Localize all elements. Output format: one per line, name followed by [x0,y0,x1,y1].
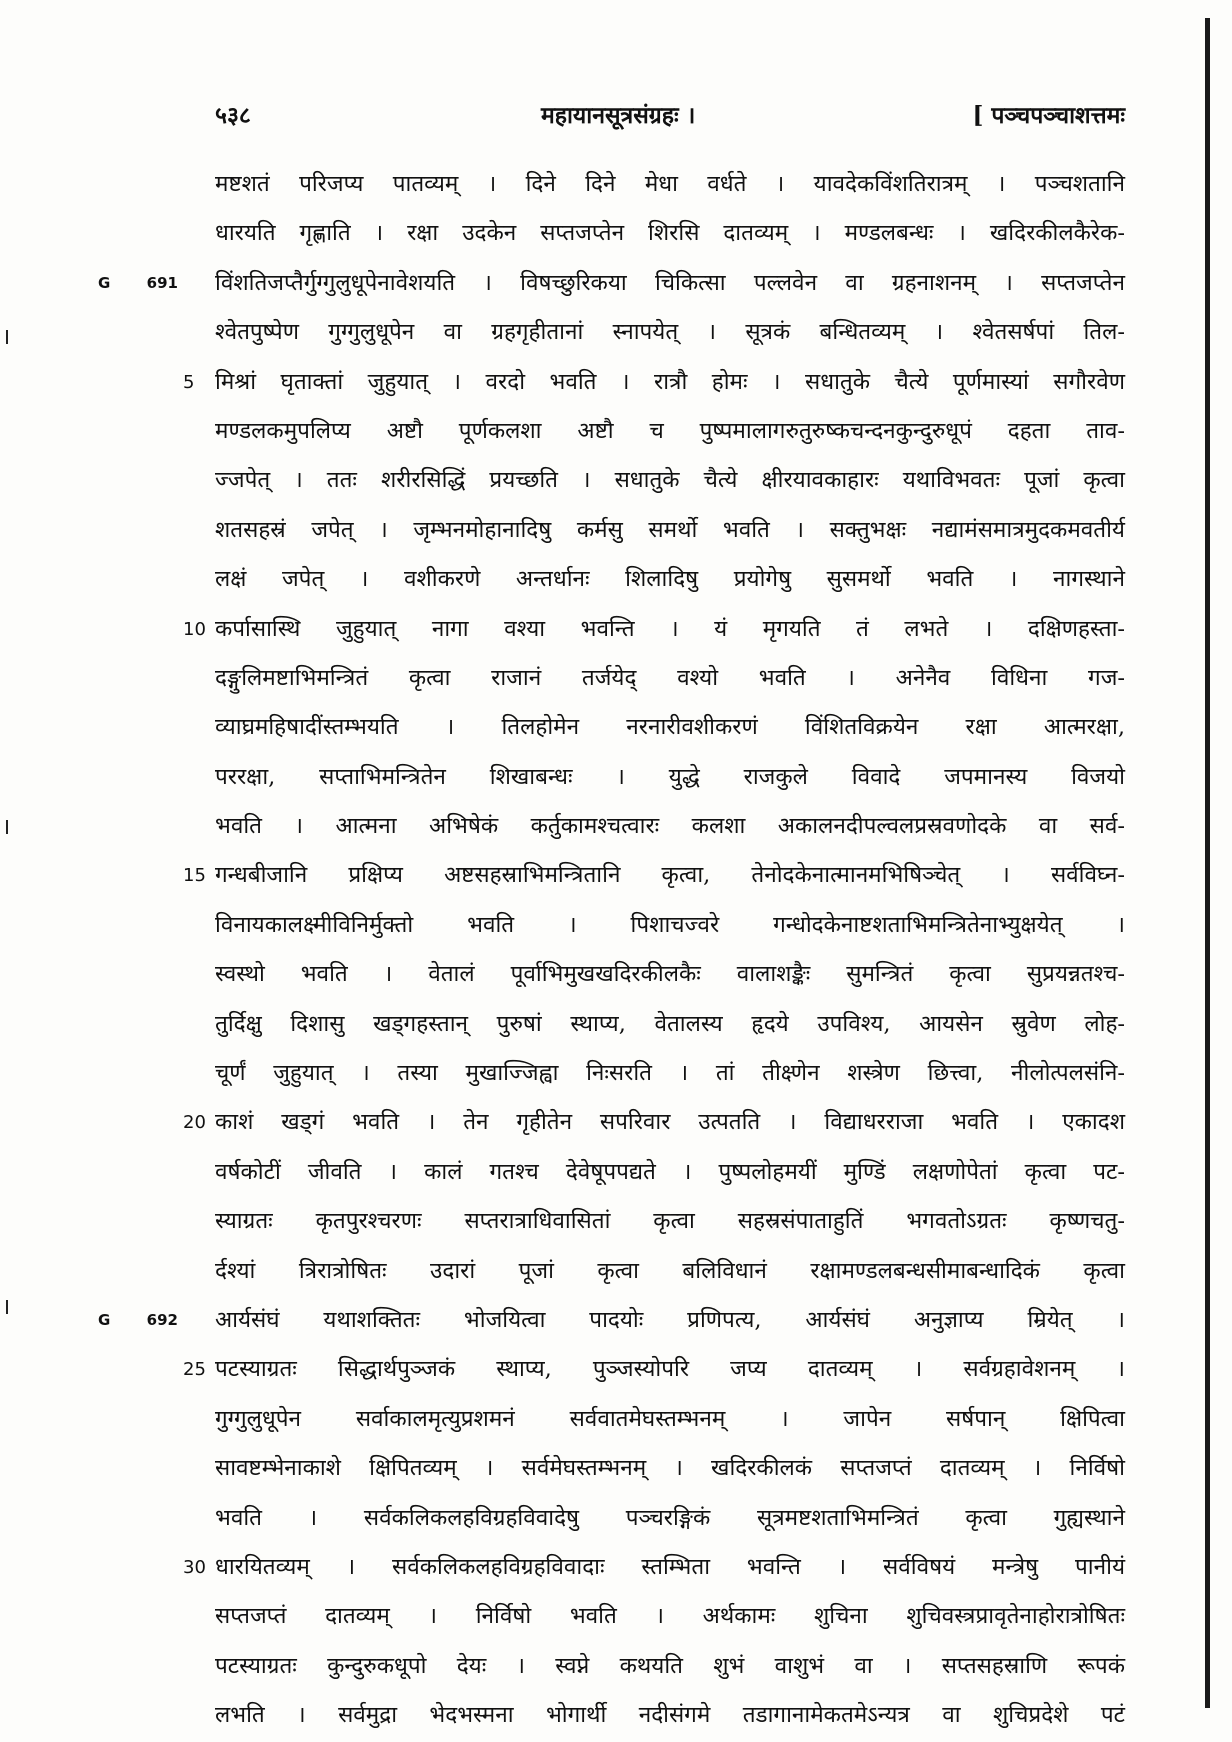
line-text: र्दश्यां त्रिरात्रोषितः उदारां पूजां कृत्वा बलिविधानं रक्षामण्डलबन्धसीमाबन्धादिकं कृत्वा [215,1257,1125,1284]
text-line [215,753,1125,802]
binding-edge-line [1205,18,1210,1708]
text-line [215,1000,1125,1049]
line-text: पररक्षा, सप्ताभिमन्त्रितेन शिखाबन्धः । युद्धे राजकुले विवादे जपमानस्य विजयो [215,763,1125,790]
text-line [215,456,1125,505]
text-line [215,1642,1125,1691]
text-line [215,407,1125,456]
line-text: काशं खड्गं भवति । तेन गृहीतेन सपरिवार उत्पतति । विद्याधरराजा भवति । एकादश [215,1109,1125,1136]
line-text: ज्जपेत् । ततः शरीरसिद्धिं प्रयच्छति । सधातुके चैत्ये क्षीरयावकाहारः यथाविभवतः पूजां कृत्वा [215,467,1125,494]
line-text: वर्षकोटीं जीवति । कालं गतश्च देवेषूपपद्यते । पुष्पलोहमयीं मुण्डिं लक्षणोपेतां कृत्वा पट- [215,1158,1125,1185]
text-line [215,308,1125,357]
line-text: लक्षं जपेत् । वशीकरणे अन्तर्धानः शिलादिषु प्रयोगेषु सुसमर्थो भवति । नागस्थाने [215,566,1125,593]
text-line [98,1296,1125,1345]
line-text: मष्टशतं परिजप्य पातव्यम् । दिने दिने मेधा वर्धते । यावदेकविंशतिरात्रम् । पञ्चशतानि [215,171,1125,197]
text-line [215,555,1125,604]
line-text: स्वस्थो भवति । वेतालं पूर्वाभिमुखखदिरकीलकैः वालाशङ्कैः सुमन्त्रितं कृत्वा सुप्रयन्नतश्च- [215,961,1125,988]
text-line [215,1494,1125,1543]
text-line [215,1592,1125,1641]
line-text: तुर्दिक्षु दिशासु खड्गहस्तान् पुरुषां स्थाप्य, वेतालस्य हृदये उपविश्य, आयसेन स्रुवेण लोह- [215,1010,1125,1037]
text-line [215,1049,1125,1098]
text-line [215,160,1125,209]
text-line [215,506,1125,555]
line-text: भवति । सर्वकलिकलहविग्रहविवादेषु पञ्चरङ्गिकं सूत्रमष्टशताभिमन्त्रितं कृत्वा गुह्यस्थाने [215,1504,1125,1531]
margin-tick-mark [6,1300,8,1314]
text-line [215,1197,1125,1246]
line-number: 25 [183,1359,206,1381]
line-text: मिश्रां घृताक्तां जुहुयात् । वरदो भवति । रात्रौ होमः । सधातुके चैत्ये पूर्णमास्यां सगौरवेण [215,368,1125,395]
line-text: पटस्याग्रतः सिद्धार्थपुञ्जकं स्थाप्य, पुञ्जस्योपरि जप्य दातव्यम् । सर्वग्रहावेशनम् । [215,1356,1125,1383]
body-text [98,160,1125,1741]
line-text: सप्तजप्तं दातव्यम् । निर्विषो भवति । अर्थकामः शुचिना शुचिवस्त्रप्रावृतेनाहोरात्रोषितः [215,1603,1125,1630]
margin-tick-mark [6,330,8,344]
line-text: शतसहस्रं जपेत् । जृम्भनमोहानादिषु कर्मसु समर्थो भवति । सक्तुभक्षः नद्यामंसमात्रमुदकमवतीर्य [215,516,1125,543]
text-line [215,654,1125,703]
line-number: 15 [183,865,206,887]
text-line [183,1543,1125,1592]
line-number: 30 [183,1556,206,1578]
text-line [183,358,1125,407]
text-line [215,1395,1125,1444]
text-line [215,1148,1125,1197]
margin-reference: G 691 [98,273,178,292]
line-number: 5 [183,371,195,393]
line-text: श्वेतपुष्पेण गुग्गुलुधूपेन वा ग्रहगृहीतानां स्नापयेत् । सूत्रकं बन्धितव्यम् । श्वेतसर्षपां तिल- [215,319,1125,346]
line-text: स्याग्रतः कृतपुरश्चरणः सप्तरात्राधिवासितां कृत्वा सहस्रसंपाताहुतिं भगवतोऽग्रतः कृष्णचतु- [215,1208,1125,1235]
line-text: धारयति गृह्णाति । रक्षा उदकेन सप्तजप्तेन शिरसि दातव्यम् । मण्डलबन्धः । खदिरकीलकैरेक- [215,220,1125,247]
line-text: भवति । आत्मना अभिषेकं कर्तुकामश्चत्वारः कलशा अकालनदीपल्वलप्रस्रवणोदके वा सर्व- [215,813,1125,840]
line-text: दङ्गुलिमष्टाभिमन्त्रितं कृत्वा राजानं तर्जयेद् वश्यो भवति । अनेनैव विधिना गज- [215,664,1125,691]
line-number: 20 [183,1112,206,1134]
line-text: मण्डलकमुपलिप्य अष्टौ पूर्णकलशा अष्टौ च पुष्पमालागरुतुरुष्कचन्दनकुन्दुरुधूपं दहता ताव- [215,417,1125,444]
line-text: धारयितव्यम् । सर्वकलिकलहविग्रहविवादाः स्तम्भिता भवन्ति । सर्वविषयं मन्त्रेषु पानीयं [215,1553,1125,1580]
line-text: सावष्टम्भेनाकाशे क्षिपितव्यम् । सर्वमेघस्तम्भनम् । खदिरकीलकं सप्तजप्तं दातव्यम् । निर्विषो [215,1455,1125,1482]
margin-reference: G 692 [98,1310,178,1329]
line-number: 10 [183,618,206,640]
text-line [98,259,1125,308]
text-line [215,1444,1125,1493]
chapter-heading: [ पञ्चपञ्चाशत्तमः [972,102,1125,129]
text-line [183,605,1125,654]
page-number: ५३८ [215,102,251,129]
line-text: गन्धबीजानि प्रक्षिप्य अष्टसहस्राभिमन्त्रितानि कृत्वा, तेनोदकेनात्मानमभिषिञ्चेत् । सर्वविघ्न- [215,862,1125,889]
text-line [215,703,1125,752]
line-text: व्याघ्रमहिषादींस्तम्भयति । तिलहोमेन नरनारीवशीकरणं विंशितविक्रयेन रक्षा आत्मरक्षा, [215,714,1125,741]
text-line [215,802,1125,851]
text-line [215,1691,1125,1740]
text-line [183,1098,1125,1147]
line-text: विंशतिजप्तैर्गुग्गुलुधूपेनावेशयति । विषच्छुरिकया चिकित्सा पल्लवेन वा ग्रहनाशनम् । सप्तजप्तेन [215,269,1125,296]
text-line [215,901,1125,950]
line-text: आर्यसंघं यथाशक्तितः भोजयित्वा पादयोः प्रणिपत्य, आर्यसंघं अनुज्ञाप्य म्रियेत् । [215,1306,1125,1333]
text-line [183,851,1125,900]
text-line [215,1247,1125,1296]
line-text: गुग्गुलुधूपेन सर्वाकालमृत्युप्रशमनं सर्ववातमेघस्तम्भनम् । जापेन सर्षपान् क्षिपित्वा [215,1405,1125,1432]
page-header [215,98,1125,138]
text-line [215,950,1125,999]
margin-tick-mark [6,820,8,834]
line-text: कर्पासास्थि जुहुयात् नागा वश्या भवन्ति । यं मृगयति तं लभते । दक्षिणहस्ता- [215,615,1125,642]
text-line [183,1345,1125,1394]
line-text: चूर्णं जुहुयात् । तस्या मुखाज्जिह्वा निःसरति । तां तीक्ष्णेन शस्त्रेण छित्त्वा, नीलोत्पलसंनि- [215,1060,1125,1087]
line-text: पटस्याग्रतः कुन्दुरुकधूपो देयः । स्वप्ने कथयति शुभं वाशुभं वा । सप्तसहस्राणि रूपकं [215,1652,1125,1679]
running-title: महायानसूत्रसंग्रहः । [541,102,696,129]
line-text: विनायकालक्ष्मीविनिर्मुक्तो भवति । पिशाचज्वरे गन्धोदकेनाष्टशताभिमन्त्रितेनाभ्युक्षयेत् । [215,911,1125,938]
line-text: लभति । सर्वमुद्रा भेदभस्मना भोगार्थी नदीसंगमे तडागानामेकतमेऽन्यत्र वा शुचिप्रदेशे पटं [215,1702,1125,1729]
text-line [215,209,1125,258]
